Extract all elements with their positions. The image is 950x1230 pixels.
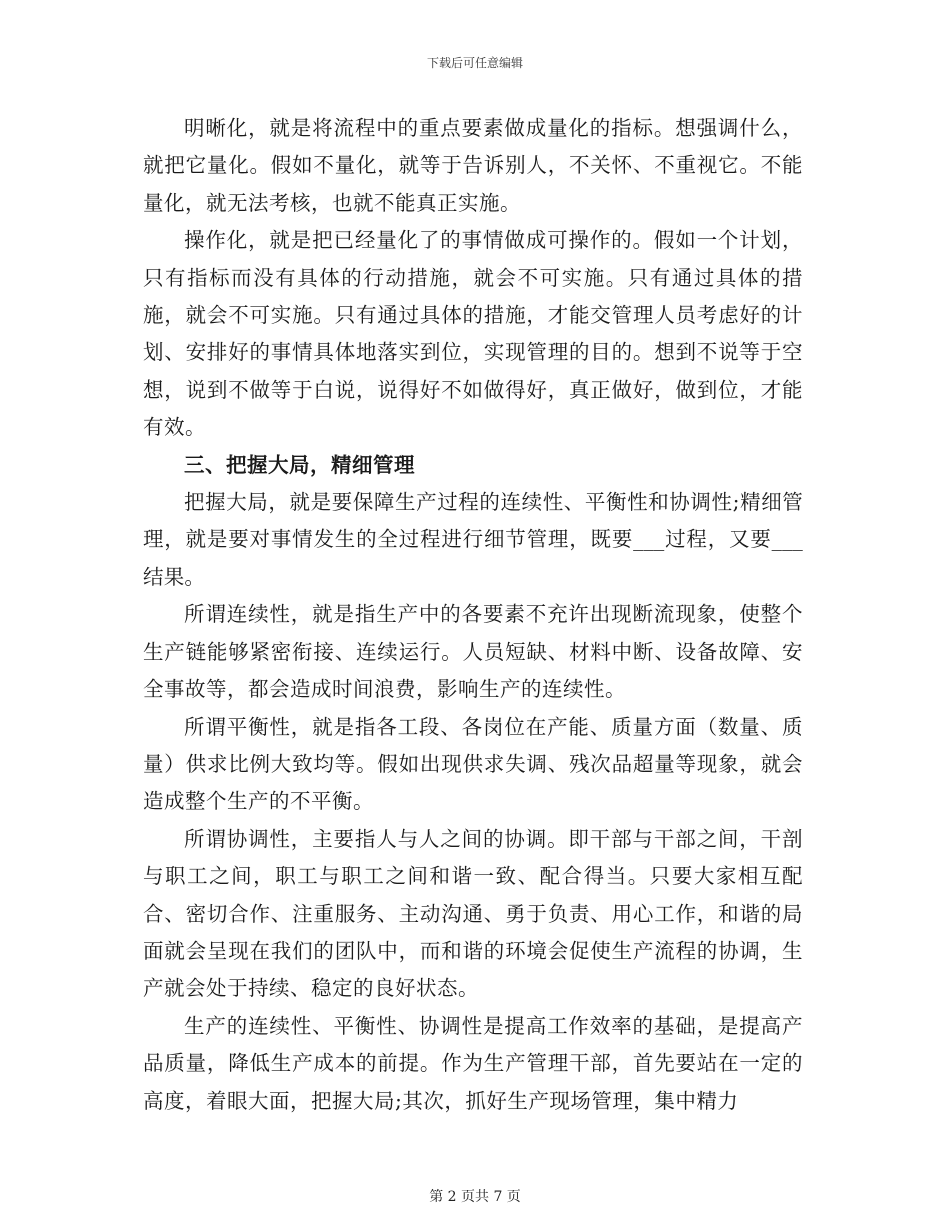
paragraph-coordination: 所谓协调性，主要指人与人之间的协调。即干部与干部之间，干剖与职工之间，职工与职工之间和谐一致、配合得当。只要大家相互配合、密切合作、注重服务、主动沟通、勇于负责、用心工作，和谐的局面就会呈现在我们的团队中，而和谐的环境会促使生产流程的协调，生产就会处于持续、稳定的良好状态。 — [143, 826, 803, 1001]
paragraph-foundation: 生产的连续性、平衡性、协调性是提高工作效率的基础，是提高产品质量，降低生产成本的前提。作为生产管理干部，首先要站在一定的高度，着眼大面，把握大局;其次，抓好生产现场管理，集中精力 — [143, 1013, 803, 1113]
section-heading-3: 三、把握大局，精细管理 — [184, 452, 415, 477]
paragraph-overall-control: 把握大局，就是要保障生产过程的连续性、平衡性和协调性;精细管理，就是要对事情发生的全过程进行细节管理，既要___过程，又要___结果。 — [143, 490, 803, 589]
document-body — [143, 110, 803, 1120]
page-header: 下载后可任意编辑 — [426, 56, 523, 70]
paragraph-balance: 所谓平衡性，就是指各工段、各岗位在产能、质量方面（数量、质量）供求比例大致均等。假如出现供求失调、残次品超量等现象，就会造成整个生产的不平衡。 — [143, 714, 803, 814]
paragraph-quantification: 明晰化，就是将流程中的重点要素做成量化的指标。想强调什么，就把它量化。假如不量化，就等于告诉别人，不关怀、不重视它。不能量化，就无法考核，也就不能真正实施。 — [143, 116, 803, 215]
paragraph-continuity: 所谓连续性，就是指生产中的各要素不充许出现断流现象，使整个生产链能够紧密衔接、连续运行。人员短缺、材料中断、设备故障、安全事故等，都会造成时间浪费，影响生产的连续性。 — [143, 602, 803, 702]
page-footer: 第 2 页共 7 页 — [429, 1189, 521, 1205]
paragraph-operationalization: 操作化，就是把已经量化了的事情做成可操作的。假如一个计划，只有指标而没有具体的行动措施，就会不可实施。只有通过具体的措施，就会不可实施。只有通过具体的措施，才能交管理人员考虑好的计划、安排好的事情具体地落实到位，实现管理的目的。想到不说等于空想，说到不做等于白说，说得好不如做得好，真正做好，做到位，才能有效。 — [143, 228, 803, 440]
